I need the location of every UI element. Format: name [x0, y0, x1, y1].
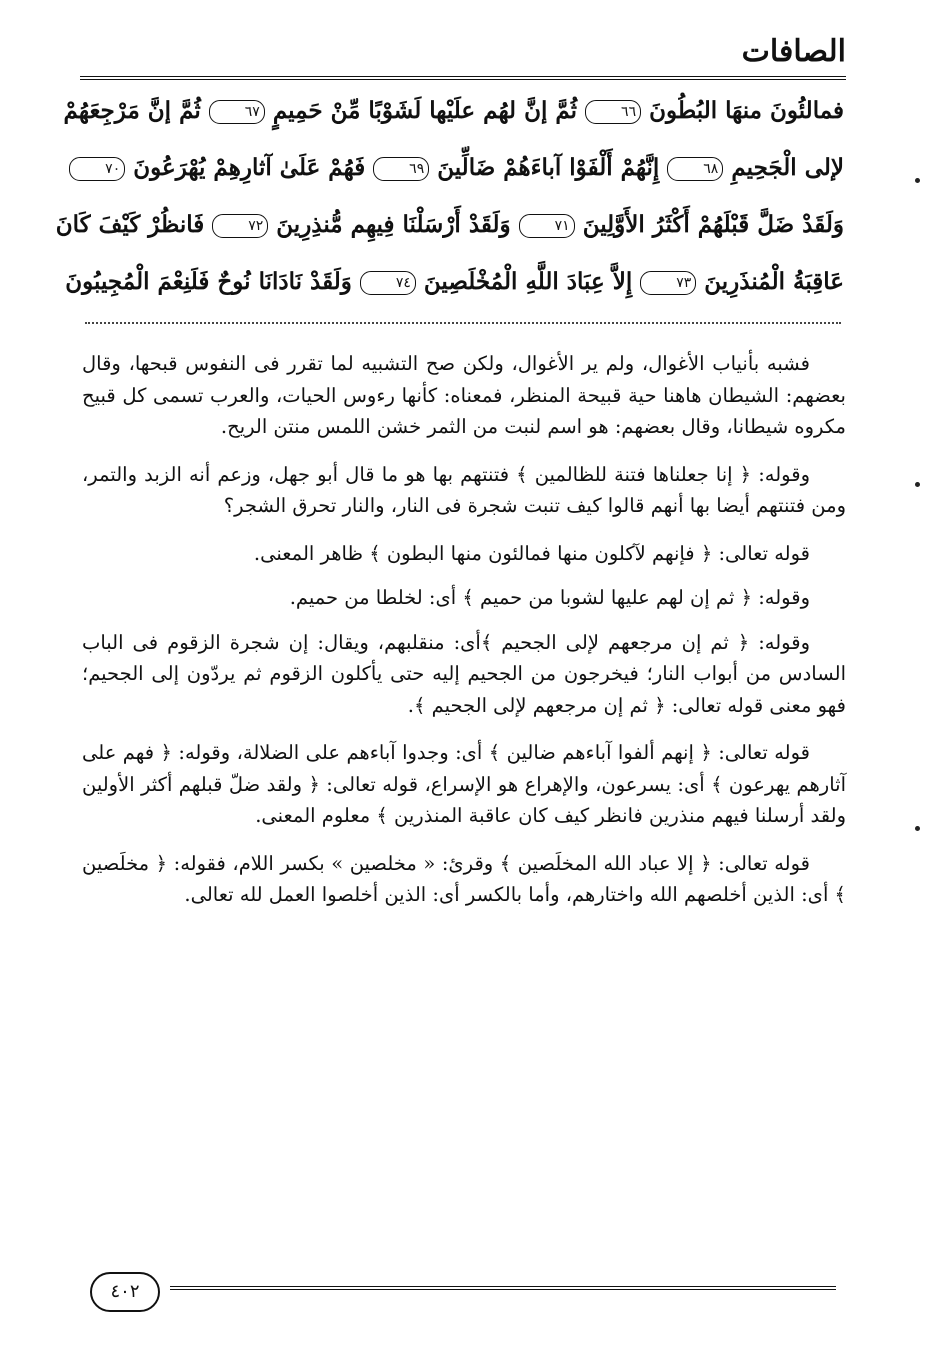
verse-text: ثُمَّ إنَّ لهُم علَيْها لَشَوْبًا مِّنْ حَمِيمٍ: [272, 97, 578, 124]
verse-text: فمالئُونَ منهَا البُطُونَ: [649, 97, 844, 124]
verse-number-marker: ٦٨: [667, 157, 723, 181]
header-rule: [80, 76, 846, 80]
verse-text: فَانظُرْ كَيْفَ كَانَ: [55, 211, 205, 238]
verse-number-marker: ٦٧: [209, 100, 265, 124]
verse-line: [82, 139, 844, 196]
verse-text: لإلى الْجَحِيمِ: [731, 154, 844, 181]
surah-title: الصافات: [741, 34, 846, 69]
verse-line: [65, 253, 844, 310]
commentary-paragraph: قوله تعالى: ﴿ فإنهم لآكلون منها فمالئون منها البطون ﴾ ظاهر المعنى.: [253, 541, 810, 565]
footer-rule: [170, 1286, 836, 1290]
commentary-paragraph: وقوله: ﴿ إنا جعلناها فتنة للظالمين ﴾ فتنتهم بها هو ما قال أبو جهل، وزعم أنه الزبد والتمر، ومن فتنتهم أيضا بها أنهم قالوا كيف تنبت شجرة فى النار، والنار تحرق الشجر؟: [82, 462, 846, 517]
commentary-paragraph: وقوله: ﴿ ثم إن مرجعهم لإلى الجحيم ﴾أى: منقلبهم، ويقال: إن شجرة الزقوم فى الباب السادس من أبواب النار؛ فيخرجون من الجحيم إليه حتى يأكلون الزقوم ثم يردّون إلى الجحيم؛ فهو معنى قوله تعالى: ﴿ ثم إن مرجعهم لإلى الجحيم ﴾.: [82, 630, 846, 717]
margin-mark: [915, 826, 920, 831]
commentary-paragraph: قوله تعالى: ﴿ إنهم ألفوا آباءهم ضالين ﴾ أى: وجدوا آباءهم على الضلالة، وقوله: ﴿ فهم على آثارهم يهرعون ﴾ أى: يسرعون، والإهراع هو الإسراع، قوله تعالى: ﴿ ولقد ضلّ قبلهم أكثر الأولين ولقد أرسلنا فيهم منذرين فانظر كيف كان عاقبة المنذرين ﴾ معلوم المعنى.: [82, 741, 846, 827]
commentary-paragraph: وقوله: ﴿ ثم إن لهم عليها لشوبا من حميم ﴾ أى: لخلطا من حميم.: [289, 586, 810, 609]
commentary-block: [82, 348, 846, 927]
verse-text: ثُمَّ إنَّ مَرْجِعَهُمْ: [63, 97, 201, 124]
page-header: [80, 30, 846, 80]
margin-mark: [915, 482, 920, 487]
commentary-paragraph: فشبه بأنياب الأغوال، ولم ير الأغوال، ولكن صح التشبيه لما تقرر فى النفوس قبحها، وقال بعضهم: الشيطان هاهنا حية قبيحة المنظر، فمعناه: كأنها رءوس الحيات، والعرب تسمى كل قبيح مكروه شيطانا، وقال بعضهم: هو اسم لنبت من الثمر خشن اللمس منتن الريح.: [82, 352, 846, 438]
verse-text: وَلَقَدْ نَادَانَا نُوحٌ فَلَنِعْمَ الْمُجِيبُونَ: [65, 268, 352, 295]
quran-verses-block: [55, 82, 844, 310]
margin-mark: [915, 178, 920, 183]
commentary-paragraph: قوله تعالى: ﴿ إلا عباد الله المخلَصين ﴾ وقرئ: « مخلصين » بكسر اللام، فقوله: ﴿ مخلَصين ﴾ أى: الذين أخلصهم الله واختارهم، وأما بالكسر أى: الذين أخلصوا العمل لله تعالى.: [82, 851, 846, 906]
verse-text: وَلَقَدْ ضَلَّ قَبْلَهُمْ أَكْثَرُ الأَوَّلِينَ: [582, 211, 844, 238]
verse-text: فَهُمْ عَلَىٰ آثارِهِمْ يُهْرَعُونَ: [133, 154, 366, 181]
page-footer: [90, 1272, 836, 1312]
section-divider: [85, 322, 841, 324]
verse-number-marker: ٧٣: [640, 271, 696, 295]
verse-number-marker: ٧١: [519, 214, 575, 238]
verse-number-marker: ٧٠: [69, 157, 125, 181]
verse-line: [63, 82, 844, 139]
verse-number-marker: ٦٩: [373, 157, 429, 181]
verse-number-marker: ٦٦: [585, 100, 641, 124]
verse-text: وَلَقَدْ أَرْسَلْنَا فِيهِم مُّنذِرِينَ: [276, 211, 511, 238]
verse-text: إِنَّهُمْ أَلْفَوْا آباءَهُمْ ضَالِّينَ: [437, 154, 660, 181]
verse-line: [55, 196, 844, 253]
verse-number-marker: ٧٢: [212, 214, 268, 238]
page-number: ٤٠٢: [90, 1272, 160, 1312]
verse-number-marker: ٧٤: [360, 271, 416, 295]
verse-text: عَاقِبَةُ الْمُنذَرِينَ: [704, 268, 844, 295]
verse-text: إِلاَّ عِبَادَ اللَّهِ الْمُخْلَصِينَ: [423, 268, 633, 295]
